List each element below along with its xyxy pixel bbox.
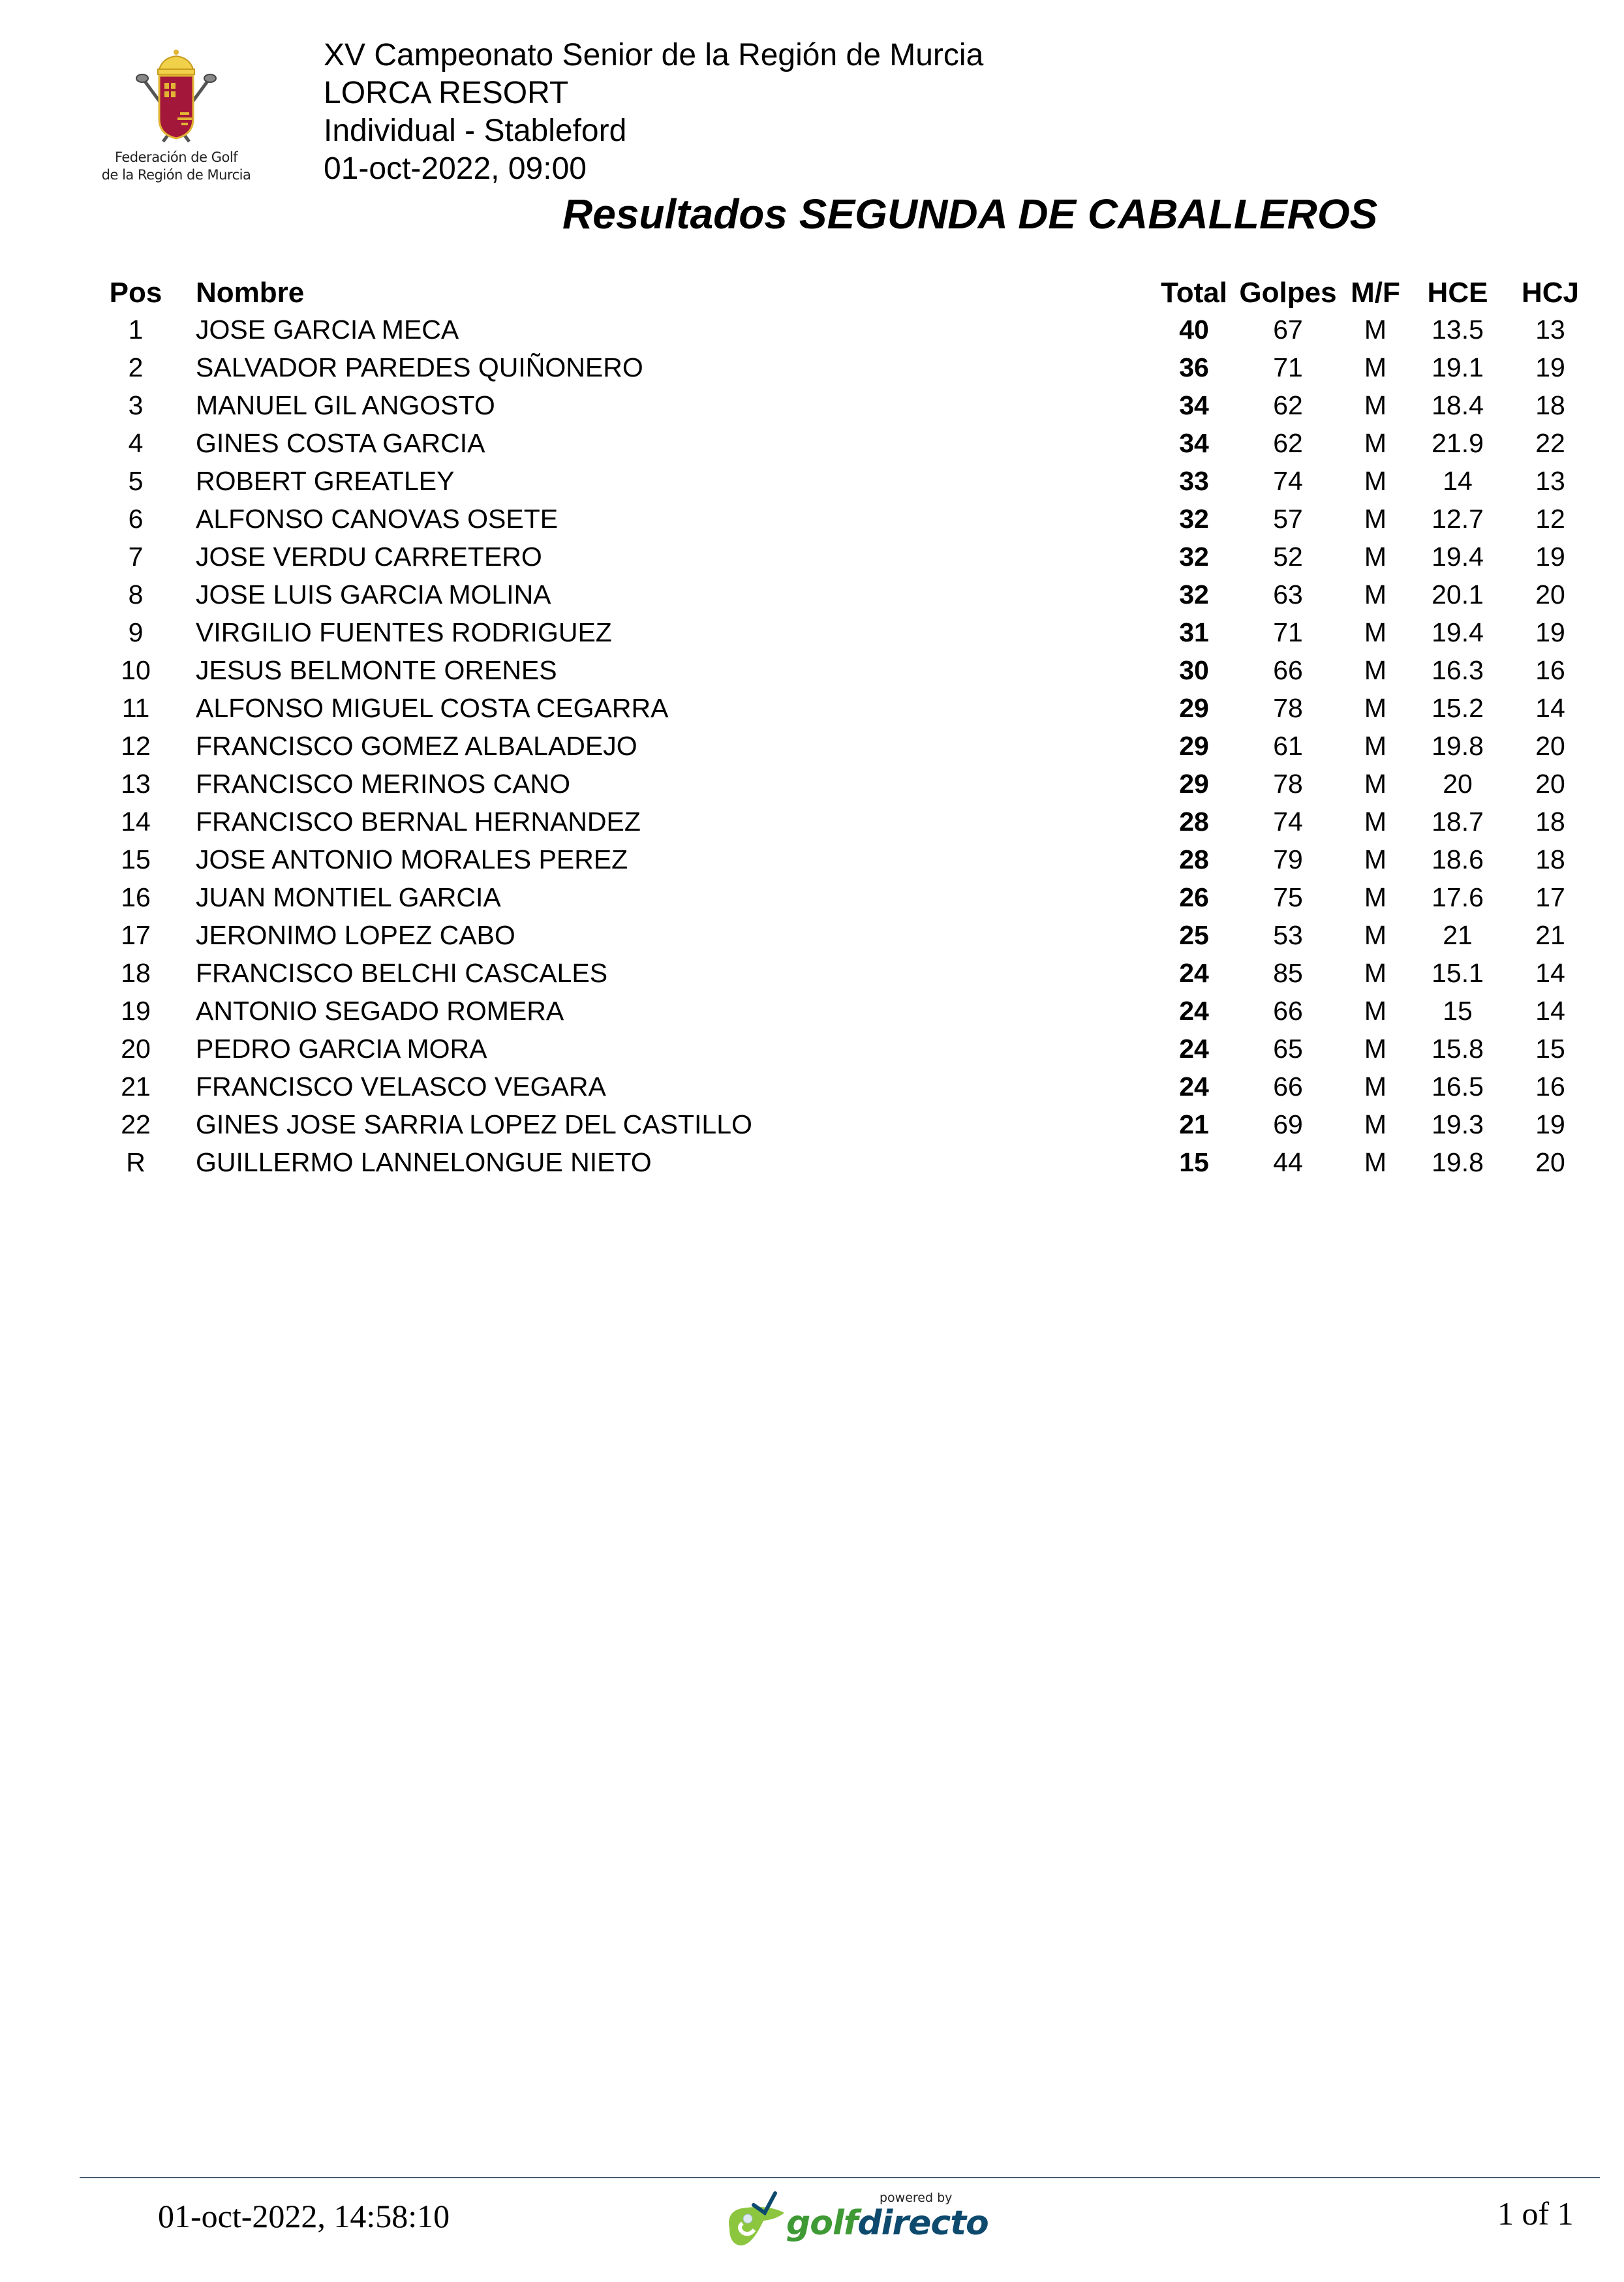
cell-hcj: 19 bbox=[1535, 542, 1565, 572]
cell-pos: 10 bbox=[121, 655, 151, 685]
column-header-hce: HCE bbox=[1427, 277, 1488, 309]
brand-golf: golf bbox=[786, 2204, 858, 2243]
cell-mf: M bbox=[1364, 1147, 1387, 1177]
cell-hce: 19.4 bbox=[1432, 617, 1484, 647]
cell-pos: 11 bbox=[121, 693, 150, 723]
table-row bbox=[0, 576, 1624, 613]
cell-total: 26 bbox=[1179, 882, 1209, 912]
cell-hcj: 20 bbox=[1535, 769, 1565, 799]
cell-name: JESUS BELMONTE ORENES bbox=[196, 655, 557, 685]
column-header-pos: Pos bbox=[109, 277, 162, 309]
cell-hcj: 19 bbox=[1535, 617, 1565, 647]
cell-golpes: 67 bbox=[1273, 315, 1303, 345]
table-row bbox=[0, 1068, 1624, 1105]
table-row bbox=[0, 727, 1624, 765]
cell-hce: 15.8 bbox=[1432, 1034, 1484, 1064]
cell-hce: 15 bbox=[1443, 996, 1473, 1026]
cell-hcj: 19 bbox=[1535, 352, 1565, 382]
cell-hce: 19.3 bbox=[1432, 1109, 1484, 1139]
cell-hce: 15.2 bbox=[1432, 693, 1484, 723]
cell-total: 15 bbox=[1179, 1147, 1209, 1177]
table-row bbox=[0, 500, 1624, 538]
column-header-golpes: Golpes bbox=[1239, 277, 1337, 309]
cell-hcj: 14 bbox=[1535, 958, 1565, 988]
cell-hcj: 22 bbox=[1535, 428, 1565, 458]
cell-mf: M bbox=[1364, 807, 1387, 837]
page-title: Resultados SEGUNDA DE CABALLEROS bbox=[562, 191, 1378, 238]
cell-total: 33 bbox=[1179, 466, 1209, 496]
cell-mf: M bbox=[1364, 617, 1387, 647]
cell-total: 29 bbox=[1179, 769, 1209, 799]
cell-mf: M bbox=[1364, 769, 1387, 799]
table-row bbox=[0, 765, 1624, 803]
cell-pos: R bbox=[126, 1147, 146, 1177]
cell-hce: 20.1 bbox=[1432, 579, 1484, 609]
cell-mf: M bbox=[1364, 731, 1387, 761]
cell-mf: M bbox=[1364, 655, 1387, 685]
cell-mf: M bbox=[1364, 315, 1387, 345]
cell-mf: M bbox=[1364, 504, 1387, 534]
cell-hcj: 13 bbox=[1535, 315, 1565, 345]
table-row bbox=[0, 840, 1624, 878]
tournament-name: XV Campeonato Senior de la Región de Murcia bbox=[324, 38, 984, 72]
cell-name: FRANCISCO BERNAL HERNANDEZ bbox=[196, 807, 641, 837]
powered-by-label: powered by bbox=[880, 2191, 953, 2205]
cell-golpes: 78 bbox=[1273, 769, 1303, 799]
cell-name: JOSE ANTONIO MORALES PEREZ bbox=[196, 844, 628, 874]
cell-pos: 12 bbox=[121, 731, 151, 761]
cell-mf: M bbox=[1364, 466, 1387, 496]
cell-hce: 19.4 bbox=[1432, 542, 1484, 572]
golfdirecto-mark-icon bbox=[724, 2189, 789, 2251]
column-header-hcj: HCJ bbox=[1521, 277, 1580, 309]
cell-golpes: 78 bbox=[1273, 693, 1303, 723]
table-row bbox=[0, 424, 1624, 462]
cell-hce: 14 bbox=[1443, 466, 1473, 496]
cell-hcj: 12 bbox=[1535, 504, 1565, 534]
table-row bbox=[0, 1105, 1624, 1143]
cell-name: JERONIMO LOPEZ CABO bbox=[196, 920, 515, 950]
cell-mf: M bbox=[1364, 693, 1387, 723]
cell-hce: 18.4 bbox=[1432, 390, 1484, 420]
cell-golpes: 62 bbox=[1273, 390, 1303, 420]
cell-pos: 17 bbox=[121, 920, 151, 950]
cell-golpes: 53 bbox=[1273, 920, 1303, 950]
cell-mf: M bbox=[1364, 882, 1387, 912]
cell-pos: 3 bbox=[128, 390, 144, 420]
cell-pos: 22 bbox=[121, 1109, 151, 1139]
cell-pos: 1 bbox=[128, 315, 144, 345]
cell-golpes: 75 bbox=[1273, 882, 1303, 912]
cell-name: MANUEL GIL ANGOSTO bbox=[196, 390, 495, 420]
cell-hce: 19.8 bbox=[1432, 1147, 1484, 1177]
cell-hcj: 13 bbox=[1535, 466, 1565, 496]
cell-pos: 14 bbox=[121, 807, 151, 837]
cell-golpes: 52 bbox=[1273, 542, 1303, 572]
table-row bbox=[0, 1143, 1624, 1181]
cell-name: ROBERT GREATLEY bbox=[196, 466, 455, 496]
cell-hcj: 14 bbox=[1535, 996, 1565, 1026]
cell-mf: M bbox=[1364, 958, 1387, 988]
cell-hce: 16.5 bbox=[1432, 1072, 1484, 1102]
cell-hcj: 20 bbox=[1535, 1147, 1565, 1177]
footer-divider bbox=[80, 2177, 1600, 2178]
cell-pos: 20 bbox=[121, 1034, 151, 1064]
cell-total: 36 bbox=[1179, 352, 1209, 382]
cell-hcj: 14 bbox=[1535, 693, 1565, 723]
cell-name: JOSE VERDU CARRETERO bbox=[196, 542, 542, 572]
cell-golpes: 85 bbox=[1273, 958, 1303, 988]
cell-pos: 7 bbox=[128, 542, 144, 572]
cell-mf: M bbox=[1364, 1072, 1387, 1102]
cell-mf: M bbox=[1364, 579, 1387, 609]
cell-pos: 6 bbox=[128, 504, 144, 534]
cell-golpes: 79 bbox=[1273, 844, 1303, 874]
cell-hce: 16.3 bbox=[1432, 655, 1484, 685]
results-table bbox=[0, 274, 1624, 1181]
cell-total: 32 bbox=[1179, 542, 1209, 572]
cell-hcj: 21 bbox=[1535, 920, 1565, 950]
cell-pos: 21 bbox=[121, 1072, 151, 1102]
cell-total: 25 bbox=[1179, 920, 1209, 950]
cell-total: 31 bbox=[1179, 617, 1209, 647]
cell-name: VIRGILIO FUENTES RODRIGUEZ bbox=[196, 617, 612, 647]
table-body bbox=[0, 311, 1624, 1181]
cell-mf: M bbox=[1364, 542, 1387, 572]
cell-pos: 18 bbox=[121, 958, 151, 988]
cell-pos: 13 bbox=[121, 769, 151, 799]
cell-mf: M bbox=[1364, 1109, 1387, 1139]
cell-pos: 15 bbox=[121, 844, 151, 874]
cell-name: GINES JOSE SARRIA LOPEZ DEL CASTILLO bbox=[196, 1109, 752, 1139]
cell-name: JOSE GARCIA MECA bbox=[196, 315, 459, 345]
cell-hcj: 18 bbox=[1535, 390, 1565, 420]
brand-directo: directo bbox=[857, 2204, 988, 2243]
cell-golpes: 57 bbox=[1273, 504, 1303, 534]
cell-golpes: 74 bbox=[1273, 466, 1303, 496]
cell-pos: 5 bbox=[128, 466, 144, 496]
competition-datetime: 01-oct-2022, 09:00 bbox=[324, 151, 587, 186]
table-row bbox=[0, 311, 1624, 348]
cell-total: 24 bbox=[1179, 1034, 1209, 1064]
cell-name: PEDRO GARCIA MORA bbox=[196, 1034, 487, 1064]
table-header-row bbox=[0, 274, 1624, 311]
cell-hcj: 17 bbox=[1535, 882, 1565, 912]
cell-golpes: 71 bbox=[1273, 352, 1303, 382]
cell-mf: M bbox=[1364, 844, 1387, 874]
cell-total: 24 bbox=[1179, 1072, 1209, 1102]
table-row bbox=[0, 1030, 1624, 1068]
cell-name: ALFONSO MIGUEL COSTA CEGARRA bbox=[196, 693, 669, 723]
table-row bbox=[0, 651, 1624, 689]
cell-total: 32 bbox=[1179, 579, 1209, 609]
cell-golpes: 65 bbox=[1273, 1034, 1303, 1064]
printed-timestamp: 01-oct-2022, 14:58:10 bbox=[158, 2198, 450, 2234]
cell-golpes: 66 bbox=[1273, 655, 1303, 685]
tournament-info bbox=[324, 37, 983, 188]
cell-name: ANTONIO SEGADO ROMERA bbox=[196, 996, 564, 1026]
federation-logo bbox=[91, 47, 261, 191]
cell-hce: 17.6 bbox=[1432, 882, 1484, 912]
logo-caption-line1: Federación de Golf bbox=[114, 149, 238, 165]
cell-total: 24 bbox=[1179, 958, 1209, 988]
table-row bbox=[0, 992, 1624, 1030]
cell-hcj: 18 bbox=[1535, 844, 1565, 874]
table-row bbox=[0, 803, 1624, 840]
cell-total: 29 bbox=[1179, 731, 1209, 761]
page-indicator: 1 of 1 bbox=[1497, 2195, 1574, 2232]
table-row bbox=[0, 538, 1624, 576]
cell-name: ALFONSO CANOVAS OSETE bbox=[196, 504, 559, 534]
cell-golpes: 62 bbox=[1273, 428, 1303, 458]
table-row bbox=[0, 613, 1624, 651]
cell-golpes: 63 bbox=[1273, 579, 1303, 609]
cell-name: FRANCISCO VELASCO VEGARA bbox=[196, 1072, 606, 1102]
table-row bbox=[0, 878, 1624, 916]
cell-mf: M bbox=[1364, 428, 1387, 458]
cell-golpes: 71 bbox=[1273, 617, 1303, 647]
cell-hce: 12.7 bbox=[1432, 504, 1484, 534]
golfdirecto-wordmark bbox=[786, 2204, 988, 2243]
cell-hcj: 18 bbox=[1535, 807, 1565, 837]
cell-hcj: 15 bbox=[1535, 1034, 1565, 1064]
column-header-name: Nombre bbox=[196, 277, 305, 309]
cell-hce: 20 bbox=[1443, 769, 1473, 799]
column-header-total: Total bbox=[1161, 277, 1227, 309]
cell-hce: 15.1 bbox=[1432, 958, 1484, 988]
cell-mf: M bbox=[1364, 920, 1387, 950]
cell-name: FRANCISCO BELCHI CASCALES bbox=[196, 958, 608, 988]
table-row bbox=[0, 689, 1624, 727]
cell-golpes: 61 bbox=[1273, 731, 1303, 761]
cell-pos: 2 bbox=[128, 352, 144, 382]
competition-format: Individual - Stableford bbox=[324, 114, 627, 148]
federation-crest-icon bbox=[91, 47, 261, 151]
cell-mf: M bbox=[1364, 352, 1387, 382]
cell-golpes: 66 bbox=[1273, 1072, 1303, 1102]
cell-total: 28 bbox=[1179, 807, 1209, 837]
cell-name: JOSE LUIS GARCIA MOLINA bbox=[196, 579, 551, 609]
cell-pos: 19 bbox=[121, 996, 151, 1026]
cell-hcj: 19 bbox=[1535, 1109, 1565, 1139]
cell-hce: 18.6 bbox=[1432, 844, 1484, 874]
cell-mf: M bbox=[1364, 996, 1387, 1026]
cell-hce: 21 bbox=[1443, 920, 1473, 950]
cell-total: 24 bbox=[1179, 996, 1209, 1026]
cell-name: GUILLERMO LANNELONGUE NIETO bbox=[196, 1147, 652, 1177]
golfdirecto-logo bbox=[724, 2189, 988, 2251]
cell-mf: M bbox=[1364, 1034, 1387, 1064]
cell-pos: 8 bbox=[128, 579, 144, 609]
logo-caption-line2: de la Región de Murcia bbox=[101, 167, 251, 183]
cell-total: 28 bbox=[1179, 844, 1209, 874]
cell-hcj: 20 bbox=[1535, 579, 1565, 609]
cell-total: 40 bbox=[1179, 315, 1209, 345]
cell-golpes: 66 bbox=[1273, 996, 1303, 1026]
column-header-mf: M/F bbox=[1351, 277, 1400, 309]
cell-hce: 19.8 bbox=[1432, 731, 1484, 761]
cell-hcj: 16 bbox=[1535, 1072, 1565, 1102]
table-row bbox=[0, 916, 1624, 954]
cell-total: 34 bbox=[1179, 390, 1209, 420]
table-row bbox=[0, 954, 1624, 992]
table-row bbox=[0, 348, 1624, 386]
cell-pos: 9 bbox=[128, 617, 144, 647]
cell-hce: 18.7 bbox=[1432, 807, 1484, 837]
cell-name: JUAN MONTIEL GARCIA bbox=[196, 882, 501, 912]
cell-name: FRANCISCO GOMEZ ALBALADEJO bbox=[196, 731, 637, 761]
cell-hce: 13.5 bbox=[1432, 315, 1484, 345]
cell-mf: M bbox=[1364, 390, 1387, 420]
cell-total: 32 bbox=[1179, 504, 1209, 534]
cell-name: GINES COSTA GARCIA bbox=[196, 428, 485, 458]
cell-hce: 19.1 bbox=[1432, 352, 1484, 382]
cell-name: FRANCISCO MERINOS CANO bbox=[196, 769, 571, 799]
cell-hce: 21.9 bbox=[1432, 428, 1484, 458]
cell-hcj: 16 bbox=[1535, 655, 1565, 685]
cell-total: 29 bbox=[1179, 693, 1209, 723]
cell-pos: 4 bbox=[128, 428, 144, 458]
cell-total: 30 bbox=[1179, 655, 1209, 685]
table-row bbox=[0, 386, 1624, 424]
cell-golpes: 74 bbox=[1273, 807, 1303, 837]
cell-total: 21 bbox=[1179, 1109, 1209, 1139]
cell-total: 34 bbox=[1179, 428, 1209, 458]
cell-name: SALVADOR PAREDES QUIÑONERO bbox=[196, 352, 643, 382]
cell-pos: 16 bbox=[121, 882, 151, 912]
table-row bbox=[0, 462, 1624, 500]
cell-golpes: 69 bbox=[1273, 1109, 1303, 1139]
cell-golpes: 44 bbox=[1273, 1147, 1303, 1177]
venue-name: LORCA RESORT bbox=[324, 76, 569, 110]
cell-hcj: 20 bbox=[1535, 731, 1565, 761]
